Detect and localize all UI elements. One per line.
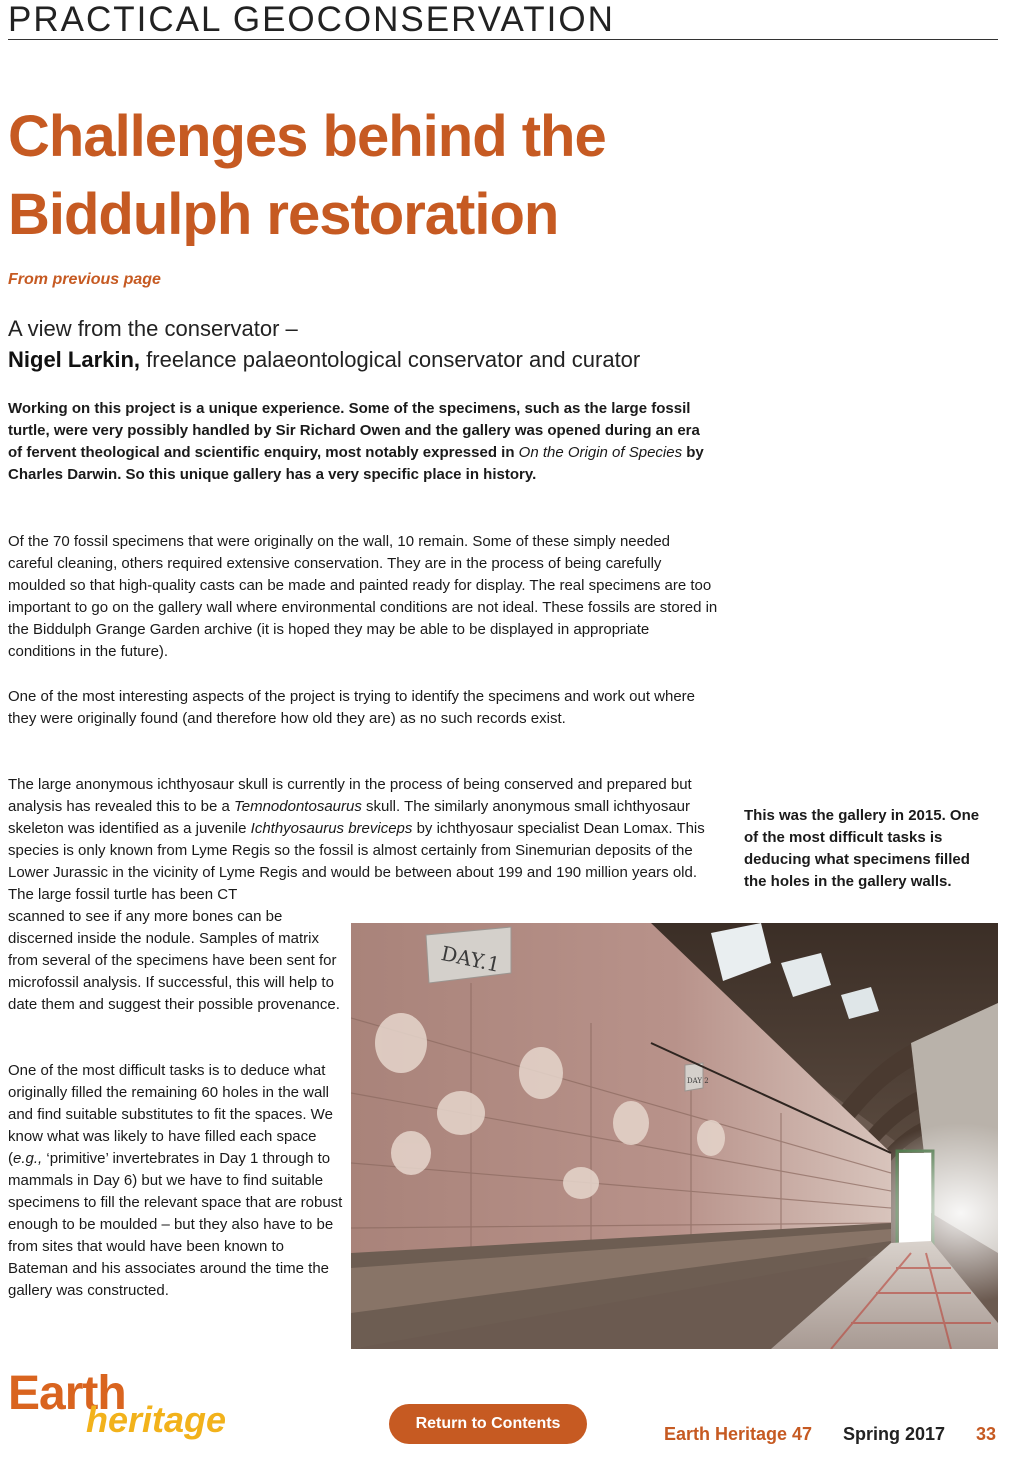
footer-magazine: Earth Heritage 47: [664, 1424, 813, 1444]
lead-paragraph: [8, 398, 718, 486]
genus-name: Temnodontosaurus: [233, 798, 362, 815]
page-number: 33: [976, 1424, 997, 1444]
book-title: On the Origin of Species: [518, 444, 683, 461]
p4-text-b: ‘primitive’ invertebrates in Day 1 through to mammals in Day 6) but we have to find suitable specimens to fill the relevant space that are robust enough to be moulded – but they also have to be from sites that would have been known to Bateman and his associates around the time the gallery was constructed.: [8, 1150, 343, 1299]
return-to-contents-button[interactable]: Return to Contents: [389, 1404, 587, 1444]
sign-day-1: DAY.1: [439, 941, 503, 977]
sign-day-2: DAY 2: [687, 1077, 709, 1085]
p3-text-a: The large anonymous ichthyosaur skull is currently in the process of being conserved and prepared but analysis has revealed this to be a: [8, 776, 692, 815]
species-name: Ichthyosaurus breviceps: [250, 820, 413, 837]
lead-text-b: by Charles Darwin. So this unique gallery has a very specific place in history.: [8, 444, 704, 483]
logo-heritage-text: heritage: [86, 1399, 227, 1440]
p3-text-b: skull. The similarly anonymous small ichthyosaur skeleton was identified as a juvenile: [8, 798, 691, 837]
byline-intro: A view from the conservator –: [8, 316, 298, 341]
author-name: Nigel Larkin,: [8, 347, 141, 372]
author-line: [8, 344, 728, 375]
paragraph-3: [8, 774, 718, 906]
article-title: Challenges behind the Biddulph restoration: [8, 104, 606, 247]
author-role: freelance palaeontological conservator and curator: [140, 347, 641, 372]
paragraph-3-continued: scanned to see if any more bones can be discerned inside the nodule. Samples of matrix from several of the specimens have been sent for microfossil analysis. If successful, this will help to date them and suggest their possible provenance.: [8, 908, 340, 1013]
earth-heritage-logo: [8, 1367, 268, 1450]
paragraph-1: Of the 70 fossil specimens that were originally on the wall, 10 remain. Some of these simply needed careful cleaning, others required extensive conservation. They are in the process of being carefully moulded so that high-quality casts can be made and painted ready for display. The real specimens are too important to go on the gallery wall where environmental conditions are not ideal. These fossils are stored in the Biddulph Grange Garden archive (it is hoped they may be able to be displayed in appropriate conditions in the future).: [8, 533, 718, 660]
byline: [8, 313, 728, 375]
header-divider: [8, 39, 998, 40]
figure-caption: This was the gallery in 2015. One of the most difficult tasks is deducing what specimens filled the holes in the gallery walls.: [744, 807, 980, 890]
p4-text-a: One of the most difficult tasks is to deduce what originally filled the remaining 60 holes in the wall and find suitable substitutes to fit the spaces. We know what was likely to have filled each space (: [8, 1062, 333, 1167]
lead-text-a: Working on this project is a unique experience. Some of the specimens, such as the large fossil turtle, were very possibly handled by Sir Richard Owen and the gallery was opened during an era of fervent theological and scientific enquiry, most notably expressed in: [8, 400, 700, 461]
eg-abbrev: e.g.,: [13, 1150, 43, 1167]
section-header: PRACTICAL GEOCONSERVATION: [8, 0, 615, 39]
p3-text-c: by ichthyosaur specialist Dean Lomax. This species is only known from Lyme Regis so the fossil is almost certainly from Sinemurian deposits of the Lower Jurassic in the vicinity of Lyme Regis and would be between about 199 and 190 million years old. The large fossil turtle has been CT: [8, 820, 705, 903]
paragraph-4: [8, 1060, 343, 1302]
continued-link[interactable]: From previous page: [8, 271, 161, 288]
paragraph-2: One of the most interesting aspects of the project is trying to identify the specimens and work out where they were originally found (and therefore how old they are) as no such records exist.: [8, 688, 696, 727]
gallery-photo: [351, 923, 998, 1349]
footer-issue: Spring 2017: [843, 1424, 946, 1444]
logo-earth-text: Earth: [8, 1367, 126, 1420]
